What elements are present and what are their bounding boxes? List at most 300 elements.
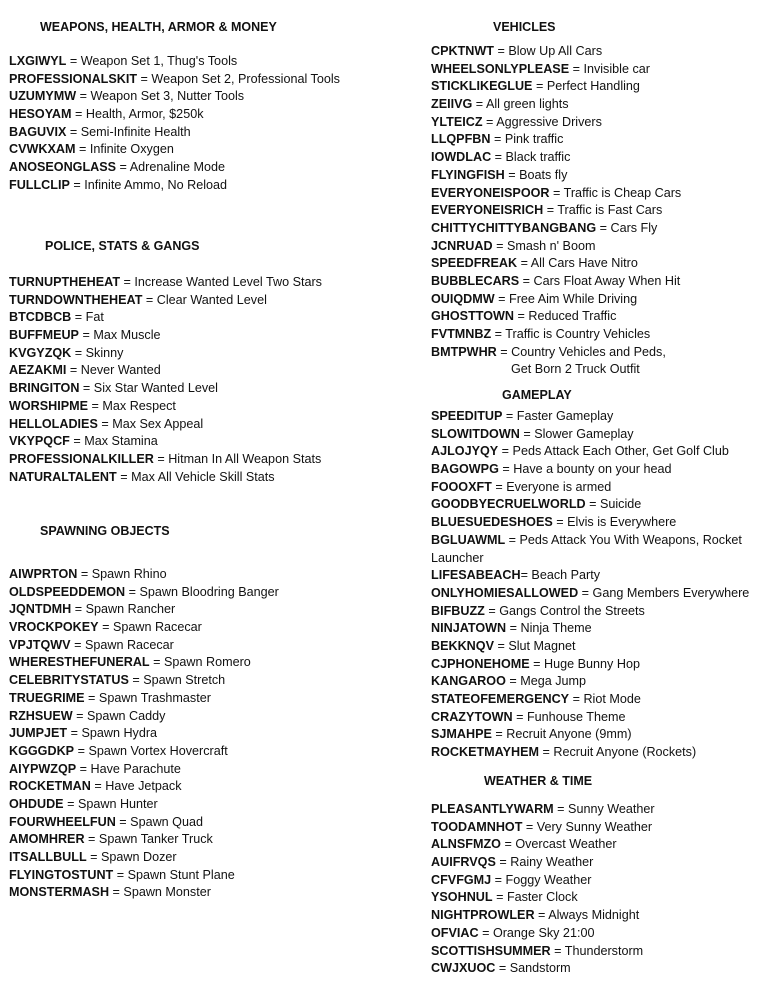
cheat-description: Aggressive Drivers bbox=[496, 114, 602, 129]
cheat-code: FULLCLIP bbox=[9, 177, 70, 192]
cheat-entry bbox=[9, 884, 409, 902]
cheat-code: BGLUAWML bbox=[431, 532, 506, 547]
cheat-entry bbox=[9, 362, 409, 380]
cheat-description: Spawn Dozer bbox=[101, 850, 177, 864]
separator: = bbox=[529, 656, 545, 671]
cheat-code: BUBBLECARS bbox=[431, 273, 520, 288]
separator: = bbox=[495, 855, 511, 870]
cheat-entry bbox=[9, 601, 409, 619]
separator: = bbox=[66, 54, 81, 68]
cheat-description: Spawn Stunt Plane bbox=[127, 867, 235, 882]
cheat-entry bbox=[9, 743, 409, 761]
cheat-code: KANGAROO bbox=[431, 674, 506, 689]
separator: = bbox=[512, 709, 527, 724]
cheat-description: Infinite Ammo, No Reload bbox=[84, 177, 228, 192]
cheat-entry bbox=[9, 654, 409, 672]
cheat-entry bbox=[9, 814, 409, 832]
cheat-code: AEZAKMI bbox=[9, 363, 67, 378]
cheat-code: NINJATOWN bbox=[431, 621, 507, 636]
cheat-code: YLTEICZ bbox=[431, 114, 483, 129]
cheat-description: Traffic is Cheap Cars bbox=[563, 185, 682, 200]
cheat-code: ZEIIVG bbox=[431, 97, 473, 112]
cheat-entry bbox=[431, 78, 756, 96]
cheat-code: AIWPRTON bbox=[9, 567, 78, 581]
cheat-description: Spawn Hunter bbox=[77, 796, 158, 811]
section-heading: GAMEPLAY bbox=[502, 388, 572, 402]
cheat-code: YSOHNUL bbox=[431, 890, 493, 905]
cheat-entry bbox=[9, 831, 409, 849]
cheat-description: Spawn Rancher bbox=[85, 602, 176, 617]
cheat-entry bbox=[431, 308, 756, 326]
cheat-code: LLQPFBN bbox=[431, 132, 491, 147]
cheat-entry bbox=[431, 202, 756, 220]
separator: = bbox=[478, 925, 493, 940]
cheat-description: Infinite Oxygen bbox=[89, 142, 174, 157]
cheat-description: Elvis is Everywhere bbox=[567, 515, 677, 530]
cheat-entry bbox=[9, 159, 409, 177]
cheat-description: Huge Bunny Hop bbox=[544, 656, 640, 671]
cheat-description: Adrenaline Mode bbox=[129, 160, 225, 175]
separator: = bbox=[496, 344, 512, 359]
cheat-entry bbox=[9, 469, 409, 487]
entry-list bbox=[9, 566, 409, 902]
cheat-entry bbox=[431, 185, 756, 203]
cheat-description: Clear Wanted Level bbox=[156, 292, 267, 307]
separator: = bbox=[550, 943, 565, 958]
cheat-description: Spawn Quad bbox=[130, 814, 203, 829]
separator: = bbox=[491, 150, 506, 165]
cheat-description: Everyone is armed bbox=[506, 479, 612, 494]
separator: = bbox=[504, 167, 520, 182]
cheat-entry bbox=[9, 761, 409, 779]
separator: = bbox=[142, 292, 157, 307]
separator: = bbox=[495, 961, 510, 976]
cheat-entry bbox=[9, 345, 409, 363]
cheat-description: Faster Clock bbox=[506, 890, 578, 905]
cheat-description: Health, Armor, $250k bbox=[85, 107, 204, 122]
cheat-description: Gang Members Everywhere bbox=[592, 585, 750, 600]
cheat-description: Always Midnight bbox=[548, 908, 640, 923]
cheat-entry bbox=[431, 854, 756, 872]
cheat-description: Never Wanted bbox=[80, 363, 161, 378]
section-heading: WEAPONS, HEALTH, ARMOR & MONEY bbox=[40, 20, 277, 34]
cheat-entry bbox=[431, 291, 756, 309]
cheat-description: Sunny Weather bbox=[568, 802, 655, 816]
cheat-description: Weapon Set 3, Nutter Tools bbox=[90, 89, 245, 104]
cheat-entry bbox=[431, 889, 756, 907]
separator: = bbox=[493, 638, 509, 653]
cheat-entry bbox=[9, 416, 409, 434]
cheat-entry bbox=[431, 620, 756, 638]
cheat-code: AUIFRVQS bbox=[431, 855, 496, 870]
cheat-entry bbox=[431, 443, 756, 461]
separator: = bbox=[71, 107, 86, 122]
cheat-description: Weapon Set 1, Thug's Tools bbox=[80, 54, 238, 68]
cheat-entry bbox=[431, 819, 756, 837]
cheat-description: Funhouse Theme bbox=[526, 709, 626, 724]
cheat-entry bbox=[9, 71, 409, 89]
separator: = bbox=[517, 256, 531, 271]
cheat-description: Skinny bbox=[85, 345, 124, 360]
separator: = bbox=[472, 97, 486, 112]
separator: = bbox=[69, 177, 85, 192]
cheat-description: Have Jetpack bbox=[105, 779, 182, 794]
cheat-code: CELEBRITYSTATUS bbox=[9, 673, 129, 688]
cheat-description: Pink traffic bbox=[504, 132, 564, 147]
separator: = bbox=[498, 462, 514, 477]
separator: = bbox=[69, 434, 85, 449]
cheat-description: Peds Attack Each Other, Get Golf Club bbox=[512, 444, 729, 459]
weather-section bbox=[431, 772, 756, 976]
cheat-description: Foggy Weather bbox=[505, 872, 592, 887]
cheat-code: NATURALTALENT bbox=[9, 469, 117, 484]
cheat-entry bbox=[431, 907, 756, 925]
cheat-code: SPEEDFREAK bbox=[431, 256, 518, 271]
separator: = bbox=[578, 585, 593, 600]
separator: = bbox=[113, 867, 128, 882]
cheat-description: Spawn Trashmaster bbox=[98, 690, 211, 705]
cheat-description: Hitman In All Weapon Stats bbox=[168, 451, 322, 466]
separator: = bbox=[519, 273, 534, 288]
separator: = bbox=[552, 515, 568, 530]
cheat-code: AMOMHRER bbox=[9, 832, 85, 847]
cheat-code: VKYPQCF bbox=[9, 434, 70, 449]
cheat-entry bbox=[431, 238, 756, 256]
cheat-entry bbox=[9, 566, 409, 584]
separator: = bbox=[494, 291, 510, 306]
cheat-code: IOWDLAC bbox=[431, 150, 492, 165]
separator: = bbox=[596, 220, 611, 235]
cheat-entry bbox=[9, 380, 409, 398]
separator: = bbox=[67, 726, 82, 741]
section-heading: WEATHER & TIME bbox=[484, 774, 593, 788]
cheat-description: Slut Magnet bbox=[508, 638, 576, 653]
cheat-description: Faster Gameplay bbox=[516, 409, 614, 423]
cheat-entry bbox=[9, 867, 409, 885]
separator: = bbox=[66, 363, 81, 378]
cheat-code: KVGYZQK bbox=[9, 345, 72, 360]
separator: = bbox=[84, 832, 99, 847]
cheat-entry bbox=[431, 943, 756, 961]
separator: = bbox=[534, 908, 549, 923]
cheat-description: Sandstorm bbox=[509, 961, 571, 976]
cheat-code: CPKTNWT bbox=[431, 44, 494, 58]
cheat-description: Recruit Anyone (9mm) bbox=[506, 727, 632, 742]
cheat-code: VPJTQWV bbox=[9, 637, 71, 652]
cheat-entry bbox=[431, 801, 756, 819]
separator: = bbox=[71, 310, 86, 325]
cheat-entry bbox=[9, 88, 409, 106]
separator: = bbox=[482, 114, 497, 129]
separator: = bbox=[491, 479, 507, 494]
cheat-description: Mega Jump bbox=[520, 674, 587, 689]
cheat-code: EVERYONEISPOOR bbox=[431, 185, 550, 200]
cheat-description: Max Sex Appeal bbox=[112, 416, 204, 431]
cheat-code: BEKKNQV bbox=[431, 638, 494, 653]
cheat-code: OFVIAC bbox=[431, 925, 479, 940]
separator: = bbox=[484, 603, 500, 618]
separator: = bbox=[492, 890, 507, 905]
cheat-code: LIFESABEACH bbox=[431, 568, 521, 583]
entry-list bbox=[9, 53, 409, 195]
separator: = bbox=[88, 398, 103, 413]
cheat-code: SJMAHPE bbox=[431, 727, 492, 742]
cheat-code: PLEASANTLYWARM bbox=[431, 802, 554, 816]
cheat-code: CWJXUOC bbox=[431, 961, 496, 976]
separator: = bbox=[532, 79, 547, 94]
cheat-entry bbox=[431, 709, 756, 727]
cheat-description: Peds Attack You With Weapons, Rocket bbox=[519, 532, 742, 547]
cheat-description: Spawn Vortex Hovercraft bbox=[88, 743, 228, 758]
cheat-entry bbox=[9, 327, 409, 345]
cheat-entry bbox=[431, 114, 756, 132]
cheat-entry bbox=[9, 584, 409, 602]
cheat-entry bbox=[431, 836, 756, 854]
cheat-entry bbox=[431, 673, 756, 691]
cheat-description: Spawn Caddy bbox=[87, 708, 166, 723]
cheat-entry bbox=[431, 131, 756, 149]
cheat-description: Rainy Weather bbox=[510, 855, 594, 870]
cheat-code: UZUMYMW bbox=[9, 89, 77, 104]
cheat-code: BTCDBCB bbox=[9, 310, 72, 325]
cheat-entry bbox=[9, 177, 409, 195]
separator: = bbox=[519, 426, 535, 441]
separator: = bbox=[498, 444, 513, 459]
cheat-description: Max Muscle bbox=[93, 328, 161, 343]
separator: = bbox=[492, 238, 507, 253]
entry-list bbox=[431, 408, 756, 762]
separator: = bbox=[74, 743, 89, 758]
cheat-entry bbox=[431, 167, 756, 185]
cheat-entry bbox=[431, 96, 756, 114]
entry-list bbox=[9, 274, 409, 486]
separator: = bbox=[553, 802, 569, 816]
cheat-entry bbox=[431, 744, 756, 762]
cheat-description: Overcast Weather bbox=[515, 837, 617, 852]
separator: = bbox=[585, 497, 600, 512]
cheat-entry bbox=[431, 220, 756, 238]
separator: = bbox=[128, 673, 144, 688]
cheat-code: CRAZYTOWN bbox=[431, 709, 513, 724]
cheat-code: FVTMNBZ bbox=[431, 327, 492, 341]
cheat-entry bbox=[9, 53, 409, 71]
separator: = bbox=[506, 621, 521, 636]
cheat-entry bbox=[9, 433, 409, 451]
cheat-code: CFVFGMJ bbox=[431, 872, 492, 887]
cheat-description: Traffic is Country Vehicles bbox=[505, 327, 651, 341]
separator: = bbox=[491, 327, 506, 341]
separator: = bbox=[153, 451, 169, 466]
cheat-code: GHOSTTOWN bbox=[431, 309, 515, 324]
cheat-code: VROCKPOKEY bbox=[9, 620, 99, 635]
cheat-code: HELLOLADIES bbox=[9, 416, 98, 431]
cheat-description: Semi-Infinite Health bbox=[80, 124, 191, 139]
cheat-description: All green lights bbox=[485, 97, 569, 112]
cheat-code: STICKLIKEGLUE bbox=[431, 79, 533, 94]
cheat-entry bbox=[431, 872, 756, 890]
entry-list bbox=[431, 801, 756, 978]
cheat-entry bbox=[431, 960, 756, 978]
cheat-entry bbox=[431, 461, 756, 479]
separator: = bbox=[120, 275, 135, 289]
cheat-code: WHERESTHEFUNERAL bbox=[9, 655, 150, 670]
cheat-code: TRUEGRIME bbox=[9, 690, 85, 705]
separator: = bbox=[539, 745, 554, 760]
police-section bbox=[9, 237, 409, 484]
separator: = bbox=[79, 381, 94, 396]
cheat-code: OHDUDE bbox=[9, 796, 64, 811]
cheat-description: Reduced Traffic bbox=[528, 309, 617, 324]
separator: = bbox=[86, 850, 102, 864]
cheat-entry bbox=[431, 43, 756, 61]
cheat-description: Spawn Bloodring Banger bbox=[139, 584, 279, 599]
separator: = bbox=[491, 727, 507, 742]
cheat-code: ALNSFMZO bbox=[431, 837, 501, 852]
cheat-entry bbox=[9, 690, 409, 708]
separator: = bbox=[514, 309, 529, 324]
cheat-code: BUFFMEUP bbox=[9, 328, 79, 343]
cheat-entry bbox=[431, 532, 756, 567]
cheat-code: NIGHTPROWLER bbox=[431, 908, 535, 923]
cheat-description: Ninja Theme bbox=[520, 621, 592, 636]
cheat-description: Perfect Handling bbox=[546, 79, 640, 94]
cheat-description: Riot Mode bbox=[583, 692, 641, 707]
cheat-code: AJLOJYQY bbox=[431, 444, 499, 459]
cheat-description: Max Respect bbox=[102, 398, 176, 413]
cheat-description: Very Sunny Weather bbox=[536, 819, 653, 834]
cheat-code: STATEOFEMERGENCY bbox=[431, 692, 570, 707]
cheat-code: ROCKETMAYHEM bbox=[431, 745, 539, 760]
cheat-description: Increase Wanted Level Two Stars bbox=[134, 275, 322, 289]
cheat-description: Weapon Set 2, Professional Tools bbox=[151, 71, 340, 86]
separator: = bbox=[109, 885, 124, 900]
cheat-code: AIYPWZQP bbox=[9, 761, 77, 776]
cheat-entry bbox=[9, 124, 409, 142]
cheat-description: Country Vehicles and Peds, bbox=[511, 344, 666, 359]
cheat-code: PROFESSIONALSKIT bbox=[9, 71, 138, 86]
cheat-code: KGGGDKP bbox=[9, 743, 75, 758]
cheat-entry bbox=[431, 426, 756, 444]
cheat-description: Max All Vehicle Skill Stats bbox=[131, 469, 275, 484]
cheat-entry bbox=[431, 603, 756, 621]
cheat-code: CJPHONEHOME bbox=[431, 656, 530, 671]
separator: = bbox=[66, 124, 81, 139]
separator: = bbox=[78, 328, 94, 343]
section-heading: VEHICLES bbox=[493, 20, 556, 34]
cheat-code: BAGOWPG bbox=[431, 462, 499, 477]
cheat-description: Spawn Romero bbox=[164, 655, 251, 670]
cheat-description: Six Star Wanted Level bbox=[93, 381, 218, 396]
cheat-description: Slower Gameplay bbox=[534, 426, 634, 441]
separator: = bbox=[70, 637, 85, 652]
cheat-code: ROCKETMAN bbox=[9, 779, 91, 794]
separator: = bbox=[505, 532, 520, 547]
cheat-description: Have a bounty on your head bbox=[513, 462, 672, 477]
cheat-entry bbox=[431, 61, 756, 79]
separator: = bbox=[72, 708, 88, 723]
separator: = bbox=[569, 61, 584, 76]
cheat-code: OUIQDMW bbox=[431, 291, 495, 306]
cheat-code: GOODBYECRUELWORLD bbox=[431, 497, 586, 512]
cheat-description: Spawn Rhino bbox=[91, 567, 167, 581]
cheat-description: Spawn Monster bbox=[123, 885, 211, 900]
cheat-code: ONLYHOMIESALLOWED bbox=[431, 585, 579, 600]
cheat-code: LXGIWYL bbox=[9, 54, 67, 68]
cheat-entry bbox=[431, 408, 756, 426]
cheat-description: Cars Fly bbox=[610, 220, 658, 235]
cheat-code: FLYINGFISH bbox=[431, 167, 505, 182]
cheat-code: SCOTTISHSUMMER bbox=[431, 943, 551, 958]
cheat-entry bbox=[9, 292, 409, 310]
cheat-entry bbox=[431, 479, 756, 497]
separator: = bbox=[569, 692, 584, 707]
separator: = bbox=[115, 814, 131, 829]
separator: = bbox=[63, 796, 78, 811]
cheat-entry bbox=[9, 672, 409, 690]
separator: = bbox=[116, 469, 132, 484]
cheat-description: Spawn Racecar bbox=[112, 620, 202, 635]
separator: = bbox=[491, 872, 506, 887]
cheat-code: OLDSPEEDDEMON bbox=[9, 584, 126, 599]
cheat-code: CVWKXAM bbox=[9, 142, 76, 157]
cheat-description: Fat bbox=[85, 310, 104, 325]
weapons-section bbox=[9, 18, 409, 192]
cheat-entry bbox=[431, 585, 756, 603]
cheat-code: WORSHIPME bbox=[9, 398, 89, 413]
cheat-entry bbox=[431, 567, 756, 585]
cheat-entry bbox=[9, 106, 409, 124]
cheat-code: TOODAMNHOT bbox=[431, 819, 523, 834]
cheat-description-continued: Launcher bbox=[431, 550, 484, 565]
cheat-entry bbox=[9, 398, 409, 416]
cheat-entry bbox=[431, 344, 756, 379]
separator: = bbox=[505, 674, 521, 689]
cheat-entry bbox=[9, 619, 409, 637]
separator: = bbox=[76, 761, 91, 776]
cheat-code: BIFBUZZ bbox=[431, 603, 485, 618]
cheat-description: Have Parachute bbox=[90, 761, 181, 776]
cheat-entry bbox=[9, 309, 409, 327]
cheat-description: Free Aim While Driving bbox=[509, 291, 638, 306]
separator: = bbox=[75, 142, 90, 157]
cheat-description: Orange Sky 21:00 bbox=[492, 925, 595, 940]
cheat-code: RZHSUEW bbox=[9, 708, 73, 723]
cheat-entry bbox=[431, 656, 756, 674]
separator: = bbox=[71, 345, 86, 360]
cheat-code: SPEEDITUP bbox=[431, 409, 503, 423]
separator: = bbox=[500, 837, 516, 852]
cheat-code: TURNUPTHEHEAT bbox=[9, 275, 121, 289]
cheat-entry bbox=[431, 149, 756, 167]
cheat-code: FOOOXFT bbox=[431, 479, 492, 494]
cheat-description: Spawn Hydra bbox=[81, 726, 158, 741]
separator: = bbox=[502, 409, 517, 423]
separator: = bbox=[90, 779, 106, 794]
cheat-description: Cars Float Away When Hit bbox=[533, 273, 681, 288]
cheat-entry bbox=[431, 255, 756, 273]
separator: = bbox=[137, 71, 152, 86]
separator: = bbox=[543, 203, 558, 218]
cheat-entry bbox=[9, 637, 409, 655]
cheat-entry bbox=[431, 726, 756, 744]
cheat-code: WHEELSONLYPLEASE bbox=[431, 61, 570, 76]
cheat-code: FLYINGTOSTUNT bbox=[9, 867, 114, 882]
cheat-description: Invisible car bbox=[583, 61, 650, 76]
cheat-entry bbox=[9, 274, 409, 292]
separator: = bbox=[125, 584, 140, 599]
cheat-description: Max Stamina bbox=[84, 434, 158, 449]
cheat-code: BAGUVIX bbox=[9, 124, 67, 139]
